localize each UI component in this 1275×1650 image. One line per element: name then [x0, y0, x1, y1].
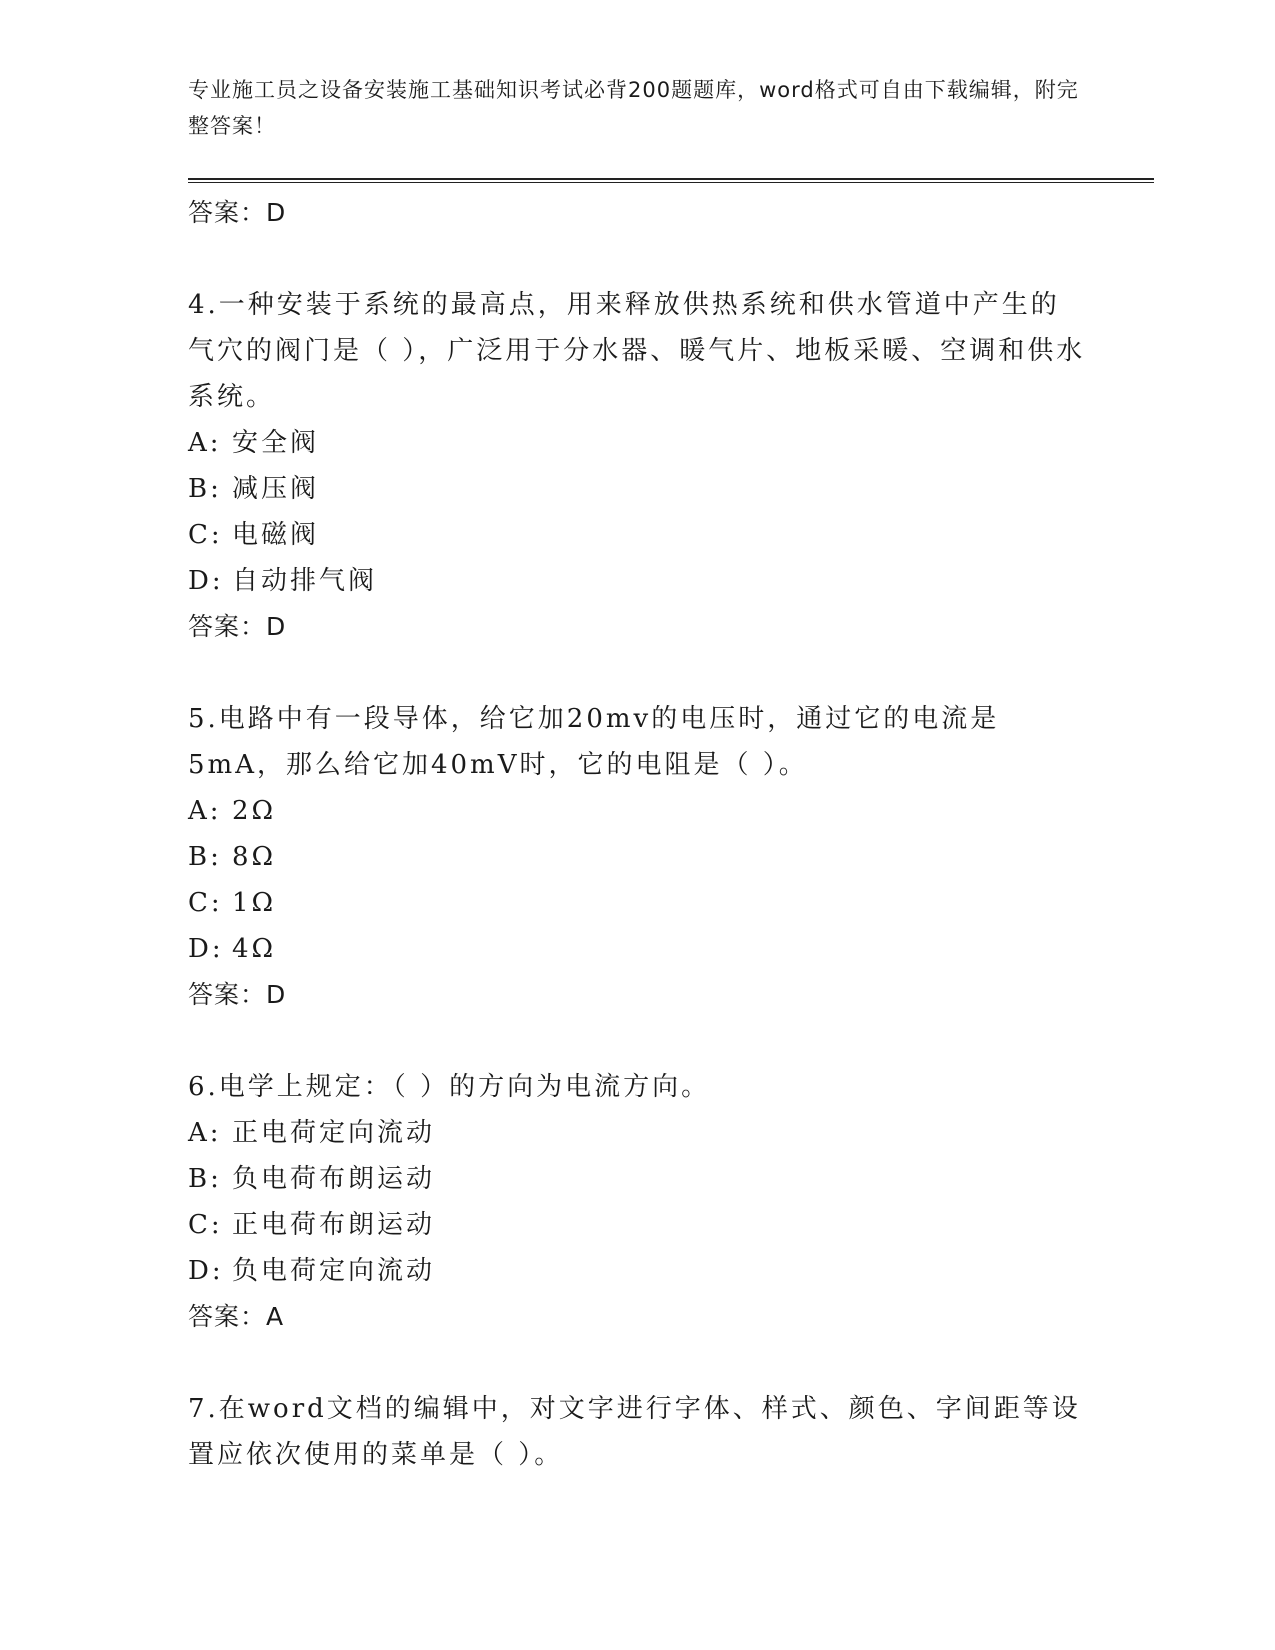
answer-line: 答案：A — [188, 1302, 285, 1331]
option-text: 正电荷定向流动 — [232, 1118, 436, 1148]
option-text: 减压阀 — [232, 474, 320, 504]
option-letter: B: — [188, 842, 222, 872]
option-letter: D: — [188, 566, 224, 596]
option-a — [188, 788, 1088, 834]
option-d — [188, 1248, 1088, 1294]
option-letter: C: — [188, 1210, 223, 1240]
header-divider — [188, 178, 1154, 183]
option-b — [188, 834, 1088, 880]
header-text: 专业施工员之设备安装施工基础知识考试必背200题题库，word格式可自由下载编辑，附完整答案！ — [188, 78, 1079, 138]
option-letter: A: — [188, 1118, 222, 1148]
answer-line: 答案：D — [188, 980, 287, 1009]
option-text: 2Ω — [232, 796, 277, 826]
spacer — [188, 650, 1088, 696]
option-a — [188, 420, 1088, 466]
question-text: 6.电学上规定：（ ）的方向为电流方向。 — [188, 1072, 711, 1102]
option-a — [188, 1110, 1088, 1156]
question-text: 4.一种安装于系统的最高点，用来释放供热系统和供水管道中产生的气穴的阀门是（ ），广泛用于分水器、暖气片、地板采暖、空调和供水系统。 — [188, 290, 1086, 412]
option-c — [188, 1202, 1088, 1248]
option-letter: B: — [188, 474, 222, 504]
option-letter: C: — [188, 888, 223, 918]
answer-line: 答案：D — [188, 198, 287, 227]
option-letter: A: — [188, 796, 222, 826]
option-text: 负电荷布朗运动 — [232, 1164, 436, 1194]
option-text: 安全阀 — [232, 428, 320, 458]
option-c — [188, 512, 1088, 558]
question-text: 7.在word文档的编辑中，对文字进行字体、样式、颜色、字间距等设置应依次使用的菜单是（ ）。 — [188, 1394, 1081, 1470]
option-text: 4Ω — [232, 934, 277, 964]
option-text: 正电荷布朗运动 — [232, 1210, 436, 1240]
option-text: 自动排气阀 — [232, 566, 378, 596]
option-b — [188, 466, 1088, 512]
option-letter: C: — [188, 520, 223, 550]
option-letter: A: — [188, 428, 222, 458]
question-text: 5.电路中有一段导体，给它加20mv的电压时，通过它的电流是5mA，那么给它加40mV时，它的电阻是（ ）。 — [188, 704, 1000, 780]
spacer — [188, 236, 1088, 282]
option-text: 8Ω — [232, 842, 277, 872]
question-block — [188, 696, 1088, 1018]
document-header — [188, 72, 1088, 144]
option-text: 电磁阀 — [232, 520, 320, 550]
option-letter: D: — [188, 934, 224, 964]
document-body — [188, 190, 1088, 1478]
option-text: 1Ω — [232, 888, 277, 918]
option-letter: D: — [188, 1256, 224, 1286]
option-d — [188, 926, 1088, 972]
question-block — [188, 1064, 1088, 1340]
question-block — [188, 1386, 1088, 1478]
option-letter: B: — [188, 1164, 222, 1194]
option-d — [188, 558, 1088, 604]
spacer — [188, 1018, 1088, 1064]
question-block — [188, 282, 1088, 650]
option-b — [188, 1156, 1088, 1202]
spacer — [188, 1340, 1088, 1386]
answer-line: 答案：D — [188, 612, 287, 641]
option-c — [188, 880, 1088, 926]
option-text: 负电荷定向流动 — [232, 1256, 436, 1286]
